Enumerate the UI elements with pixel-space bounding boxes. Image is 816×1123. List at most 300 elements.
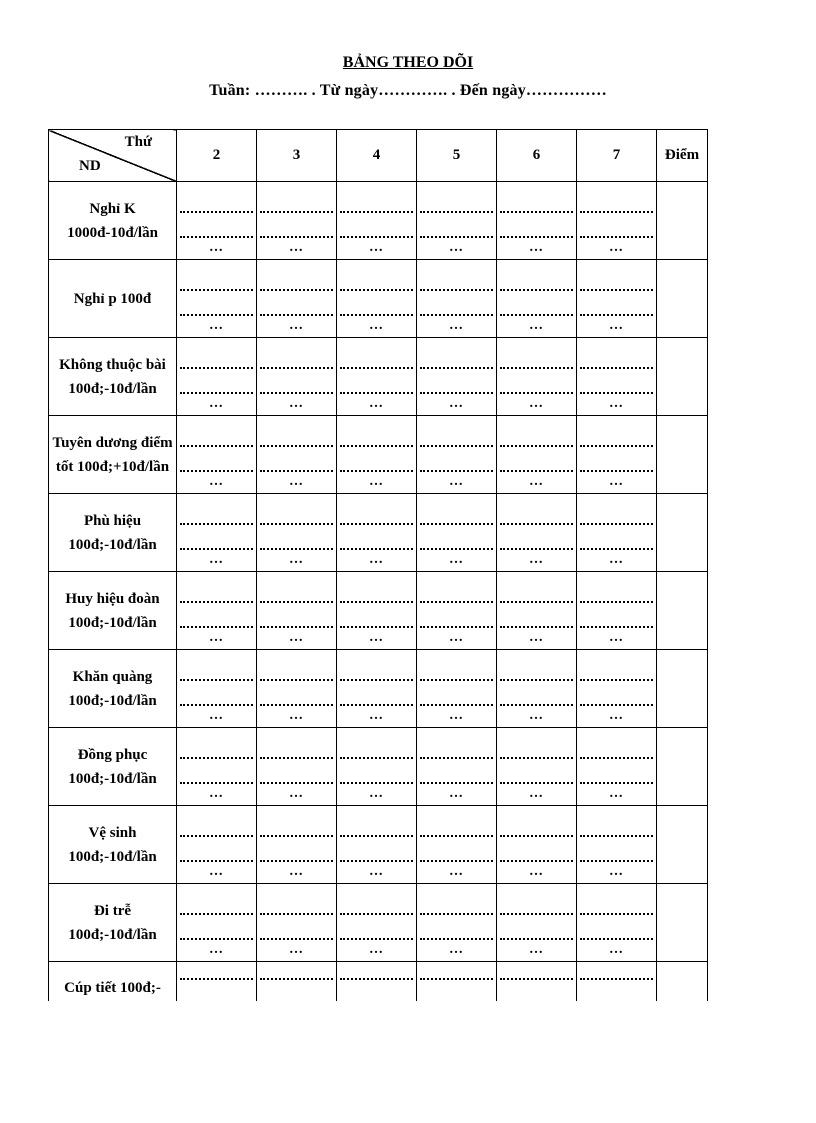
dotted-entry-line [260,782,333,784]
entry-ellipsis: … [529,552,544,567]
day-entry-cell[interactable] [257,962,337,1001]
table-row [49,416,708,494]
dotted-entry-line [420,704,493,706]
dotted-entry-line [340,757,413,759]
dotted-entry-line [260,445,333,447]
dotted-entry-line [340,470,413,472]
dotted-entry-line [340,236,413,238]
entry-ellipsis: … [529,708,544,723]
dotted-entry-line [580,913,653,915]
score-cell[interactable] [657,572,708,650]
entry-ellipsis: … [449,630,464,645]
dotted-entry-line [260,523,333,525]
dotted-entry-line [420,978,493,980]
dotted-entry-line [500,978,573,980]
entry-ellipsis: … [209,318,224,333]
dotted-entry-line [500,938,573,940]
day-entry-cell[interactable] [257,494,337,572]
dotted-entry-line [580,236,653,238]
day-entry-cell[interactable] [497,494,577,572]
entry-ellipsis: … [529,630,544,645]
entry-ellipsis: … [369,942,384,957]
entry-ellipsis: … [289,396,304,411]
day-entry-cell[interactable] [497,416,577,494]
day-entry-cell[interactable] [257,572,337,650]
dotted-entry-line [500,470,573,472]
entry-ellipsis: … [209,474,224,489]
score-cell[interactable] [657,650,708,728]
dotted-entry-line [580,470,653,472]
dotted-entry-line [180,679,253,681]
entry-ellipsis: … [289,708,304,723]
dotted-entry-line [580,211,653,213]
entry-ellipsis: … [289,318,304,333]
day-entry-cell[interactable] [417,182,497,260]
entry-ellipsis: … [609,240,624,255]
dotted-entry-line [260,757,333,759]
dotted-entry-line [180,548,253,550]
dotted-entry-line [180,236,253,238]
day-entry-cell[interactable] [337,416,417,494]
dotted-entry-line [180,211,253,213]
day-entry-cell[interactable] [577,338,657,416]
row-label: Phù hiệu 100đ;-10đ/lần [49,494,177,572]
dotted-entry-line [580,757,653,759]
entry-ellipsis: … [369,396,384,411]
dotted-entry-line [420,445,493,447]
entry-ellipsis: … [449,942,464,957]
dotted-entry-line [180,835,253,837]
day-entry-cell[interactable] [577,728,657,806]
entry-ellipsis: … [529,396,544,411]
table-row [49,182,708,260]
entry-ellipsis: … [529,240,544,255]
row-label: Đi trễ 100đ;-10đ/lần [49,884,177,962]
day-entry-cell[interactable] [497,260,577,338]
day-entry-cell[interactable] [417,884,497,962]
entry-ellipsis: … [609,786,624,801]
dotted-entry-line [420,601,493,603]
day-entry-cell[interactable] [337,338,417,416]
dotted-entry-line [500,704,573,706]
dotted-entry-line [500,392,573,394]
score-cell[interactable] [657,494,708,572]
dotted-entry-line [420,289,493,291]
table-row [49,806,708,884]
dotted-entry-line [500,679,573,681]
entry-ellipsis: … [289,786,304,801]
dotted-entry-line [260,978,333,980]
entry-ellipsis: … [449,240,464,255]
day-entry-cell[interactable] [177,182,257,260]
row-label: Tuyên dương điểm tốt 100đ;+10đ/lần [49,416,177,494]
dotted-entry-line [420,679,493,681]
day-header-4: 4 [337,130,417,182]
score-header: Điểm [657,130,708,182]
dotted-entry-line [340,523,413,525]
row-label: Vệ sinh 100đ;-10đ/lần [49,806,177,884]
day-entry-cell[interactable] [577,962,657,1001]
header-row [49,130,708,182]
day-entry-cell[interactable] [577,182,657,260]
day-entry-cell[interactable] [417,728,497,806]
dotted-entry-line [180,289,253,291]
entry-ellipsis: … [369,318,384,333]
dotted-entry-line [500,835,573,837]
day-entry-cell[interactable] [177,416,257,494]
day-entry-cell[interactable] [577,806,657,884]
table-row [49,494,708,572]
day-entry-cell[interactable] [497,728,577,806]
dotted-entry-line [340,289,413,291]
entry-ellipsis: … [289,474,304,489]
table-row [49,338,708,416]
day-entry-cell[interactable] [257,338,337,416]
day-entry-cell[interactable] [177,884,257,962]
day-entry-cell[interactable] [337,806,417,884]
weekday-header-label: Thứ [124,134,152,150]
day-header-7: 7 [577,130,657,182]
week-date-line: Tuần: ………. . Từ ngày…………. . Đến ngày…………… [209,82,607,99]
day-entry-cell[interactable] [257,806,337,884]
table-row [49,572,708,650]
dotted-entry-line [420,860,493,862]
entry-ellipsis: … [609,318,624,333]
day-header-2: 2 [177,130,257,182]
dotted-entry-line [500,601,573,603]
entry-ellipsis: … [209,240,224,255]
dotted-entry-line [260,470,333,472]
dotted-entry-line [580,835,653,837]
dotted-entry-line [340,978,413,980]
day-entry-cell[interactable] [417,260,497,338]
score-cell[interactable] [657,338,708,416]
dotted-entry-line [580,860,653,862]
entry-ellipsis: … [369,552,384,567]
dotted-entry-line [180,757,253,759]
dotted-entry-line [500,913,573,915]
day-entry-cell[interactable] [577,650,657,728]
dotted-entry-line [500,367,573,369]
entry-ellipsis: … [529,942,544,957]
dotted-entry-line [180,367,253,369]
entry-ellipsis: … [289,630,304,645]
day-entry-cell[interactable] [177,728,257,806]
day-entry-cell[interactable] [497,884,577,962]
dotted-entry-line [500,782,573,784]
dotted-entry-line [420,523,493,525]
day-entry-cell[interactable] [337,650,417,728]
day-entry-cell[interactable] [257,182,337,260]
entry-ellipsis: … [369,864,384,879]
day-entry-cell[interactable] [257,260,337,338]
dotted-entry-line [260,913,333,915]
score-cell[interactable] [657,806,708,884]
table-body [49,182,708,1001]
dotted-entry-line [180,314,253,316]
dotted-entry-line [180,470,253,472]
day-entry-cell[interactable] [417,962,497,1001]
day-header-6: 6 [497,130,577,182]
dotted-entry-line [340,679,413,681]
dotted-entry-line [500,860,573,862]
row-label: Nghỉ p 100đ [49,260,177,338]
dotted-entry-line [340,782,413,784]
dotted-entry-line [340,211,413,213]
entry-ellipsis: … [609,474,624,489]
entry-ellipsis: … [449,708,464,723]
dotted-entry-line [180,523,253,525]
table-row [49,260,708,338]
day-entry-cell[interactable] [177,650,257,728]
dotted-entry-line [580,523,653,525]
dotted-entry-line [500,548,573,550]
dotted-entry-line [420,835,493,837]
day-entry-cell[interactable] [577,494,657,572]
day-entry-cell[interactable] [577,572,657,650]
day-entry-cell[interactable] [497,806,577,884]
entry-ellipsis: … [609,708,624,723]
dotted-entry-line [260,236,333,238]
row-label: Đồng phục 100đ;-10đ/lần [49,728,177,806]
day-entry-cell[interactable] [417,650,497,728]
entry-ellipsis: … [209,708,224,723]
day-entry-cell[interactable] [417,572,497,650]
dotted-entry-line [340,626,413,628]
dotted-entry-line [340,938,413,940]
dotted-entry-line [260,835,333,837]
day-entry-cell[interactable] [257,650,337,728]
page-title: BẢNG THEO DÕI [342,54,474,71]
dotted-entry-line [420,938,493,940]
entry-ellipsis: … [609,630,624,645]
dotted-entry-line [500,757,573,759]
dotted-entry-line [500,211,573,213]
day-entry-cell[interactable] [337,962,417,1001]
entry-ellipsis: … [369,708,384,723]
entry-ellipsis: … [369,786,384,801]
day-entry-cell[interactable] [577,884,657,962]
dotted-entry-line [420,367,493,369]
entry-ellipsis: … [289,552,304,567]
entry-ellipsis: … [209,786,224,801]
dotted-entry-line [340,445,413,447]
dotted-entry-line [260,289,333,291]
dotted-entry-line [180,913,253,915]
dotted-entry-line [420,392,493,394]
entry-ellipsis: … [289,864,304,879]
dotted-entry-line [580,548,653,550]
dotted-entry-line [420,211,493,213]
dotted-entry-line [500,289,573,291]
dotted-entry-line [420,626,493,628]
entry-ellipsis: … [369,474,384,489]
dotted-entry-line [420,470,493,472]
score-cell[interactable] [657,182,708,260]
day-entry-cell[interactable] [497,338,577,416]
dotted-entry-line [500,523,573,525]
dotted-entry-line [340,835,413,837]
row-label: Không thuộc bài 100đ;-10đ/lần [49,338,177,416]
dotted-entry-line [420,314,493,316]
dotted-entry-line [260,211,333,213]
entry-ellipsis: … [449,318,464,333]
dotted-entry-line [580,626,653,628]
dotted-entry-line [180,938,253,940]
entry-ellipsis: … [209,942,224,957]
dotted-entry-line [180,978,253,980]
dotted-entry-line [500,236,573,238]
day-entry-cell[interactable] [497,572,577,650]
day-entry-cell[interactable] [497,650,577,728]
day-entry-cell[interactable] [417,806,497,884]
day-entry-cell[interactable] [417,416,497,494]
dotted-entry-line [500,445,573,447]
dotted-entry-line [340,392,413,394]
entry-ellipsis: … [209,552,224,567]
dotted-entry-line [420,548,493,550]
content-header-label: ND [79,158,101,174]
tracking-table [48,129,708,1001]
day-entry-cell[interactable] [177,806,257,884]
dotted-entry-line [180,704,253,706]
row-label: Khăn quàng 100đ;-10đ/lần [49,650,177,728]
day-entry-cell[interactable] [577,260,657,338]
dotted-entry-line [580,367,653,369]
day-entry-cell[interactable] [177,572,257,650]
entry-ellipsis: … [449,552,464,567]
day-header-5: 5 [417,130,497,182]
dotted-entry-line [580,978,653,980]
dotted-entry-line [340,704,413,706]
row-label: Cúp tiết 100đ;- [49,962,177,1001]
dotted-entry-line [260,548,333,550]
dotted-entry-line [340,314,413,316]
dotted-entry-line [340,548,413,550]
dotted-entry-line [580,938,653,940]
entry-ellipsis: … [369,630,384,645]
dotted-entry-line [260,704,333,706]
day-entry-cell[interactable] [417,338,497,416]
dotted-entry-line [340,913,413,915]
row-label: Huy hiệu đoàn 100đ;-10đ/lần [49,572,177,650]
entry-ellipsis: … [289,942,304,957]
dotted-entry-line [340,601,413,603]
header-corner-cell [49,130,177,182]
table-row [49,884,708,962]
entry-ellipsis: … [529,786,544,801]
day-entry-cell[interactable] [497,962,577,1001]
dotted-entry-line [180,782,253,784]
table-row [49,962,708,1001]
dotted-entry-line [260,860,333,862]
table-row [49,728,708,806]
entry-ellipsis: … [449,786,464,801]
dotted-entry-line [500,314,573,316]
entry-ellipsis: … [449,396,464,411]
entry-ellipsis: … [609,552,624,567]
entry-ellipsis: … [449,474,464,489]
dotted-entry-line [180,601,253,603]
dotted-entry-line [340,367,413,369]
day-entry-cell[interactable] [337,182,417,260]
dotted-entry-line [580,445,653,447]
entry-ellipsis: … [529,864,544,879]
dotted-entry-line [580,289,653,291]
day-entry-cell[interactable] [337,494,417,572]
day-entry-cell[interactable] [337,572,417,650]
day-entry-cell[interactable] [177,962,257,1001]
score-cell[interactable] [657,728,708,806]
dotted-entry-line [260,314,333,316]
day-entry-cell[interactable] [417,494,497,572]
day-entry-cell[interactable] [177,260,257,338]
entry-ellipsis: … [609,942,624,957]
score-cell[interactable] [657,416,708,494]
day-entry-cell[interactable] [257,416,337,494]
dotted-entry-line [180,445,253,447]
day-entry-cell[interactable] [497,182,577,260]
dotted-entry-line [260,626,333,628]
dotted-entry-line [180,392,253,394]
dotted-entry-line [580,782,653,784]
dotted-entry-line [180,860,253,862]
entry-ellipsis: … [529,474,544,489]
entry-ellipsis: … [609,396,624,411]
dotted-entry-line [180,626,253,628]
dotted-entry-line [420,236,493,238]
entry-ellipsis: … [369,240,384,255]
score-cell[interactable] [657,884,708,962]
entry-ellipsis: … [209,396,224,411]
entry-ellipsis: … [609,864,624,879]
day-header-3: 3 [257,130,337,182]
day-entry-cell[interactable] [337,884,417,962]
day-entry-cell[interactable] [337,728,417,806]
dotted-entry-line [580,704,653,706]
entry-ellipsis: … [449,864,464,879]
dotted-entry-line [340,860,413,862]
score-cell[interactable] [657,962,708,1001]
day-entry-cell[interactable] [177,494,257,572]
dotted-entry-line [260,938,333,940]
dotted-entry-line [420,913,493,915]
day-entry-cell[interactable] [577,416,657,494]
dotted-entry-line [580,314,653,316]
day-entry-cell[interactable] [257,728,337,806]
dotted-entry-line [500,626,573,628]
day-entry-cell[interactable] [257,884,337,962]
row-label: Nghỉ K 1000đ-10đ/lần [49,182,177,260]
dotted-entry-line [420,757,493,759]
dotted-entry-line [580,679,653,681]
entry-ellipsis: … [529,318,544,333]
entry-ellipsis: … [209,864,224,879]
dotted-entry-line [580,601,653,603]
dotted-entry-line [260,392,333,394]
day-entry-cell[interactable] [337,260,417,338]
score-cell[interactable] [657,260,708,338]
table-row [49,650,708,728]
dotted-entry-line [260,679,333,681]
dotted-entry-line [580,392,653,394]
dotted-entry-line [260,367,333,369]
day-entry-cell[interactable] [177,338,257,416]
entry-ellipsis: … [209,630,224,645]
dotted-entry-line [420,782,493,784]
dotted-entry-line [260,601,333,603]
entry-ellipsis: … [289,240,304,255]
